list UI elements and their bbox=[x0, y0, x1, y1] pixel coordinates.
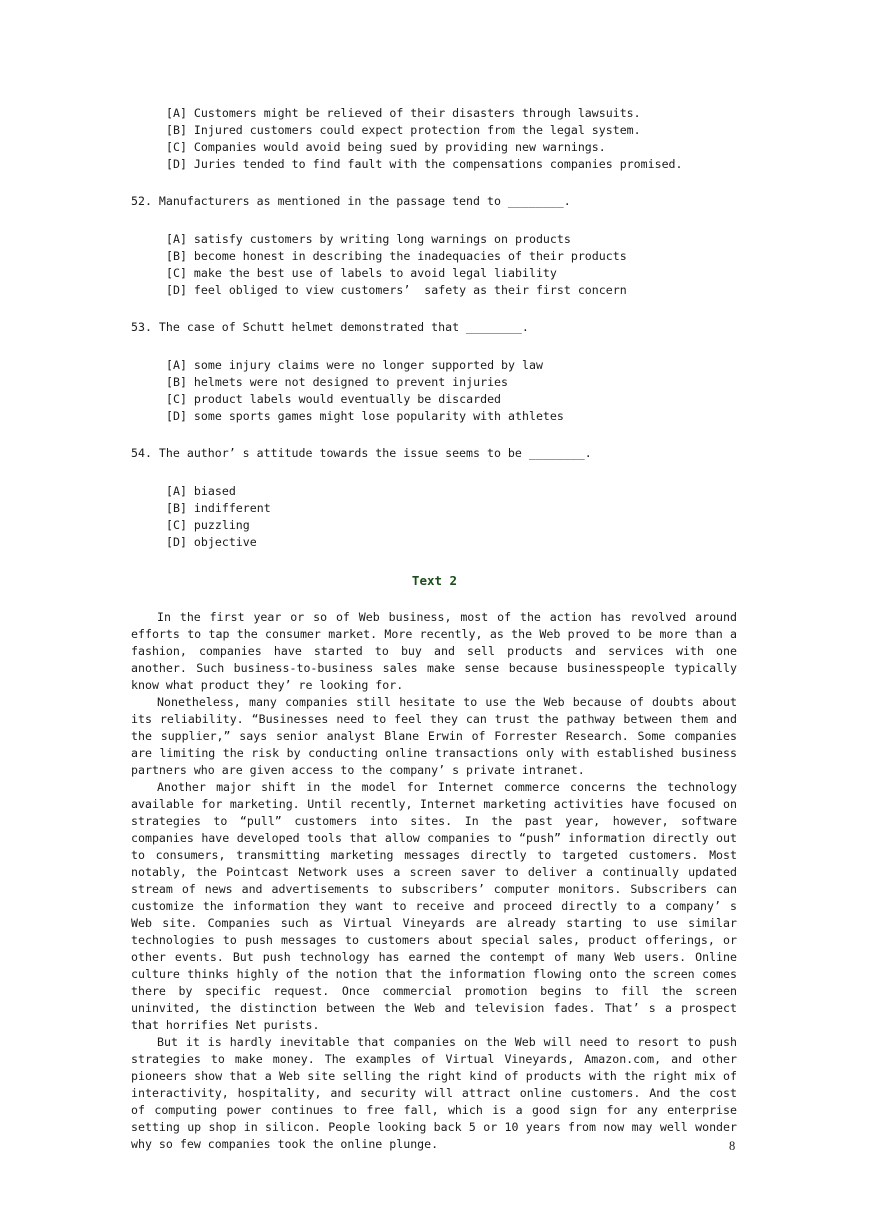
q54-stem: 54. The author’ s attitude towards the issue seems to be ________. bbox=[131, 446, 592, 460]
q52-option-a: [A] satisfy customers by writing long warnings on products bbox=[166, 232, 571, 246]
q54-option-d: [D] objective bbox=[166, 535, 257, 549]
q53-options bbox=[166, 357, 564, 425]
q53-stem: 53. The case of Schutt helmet demonstrated that ________. bbox=[131, 320, 529, 334]
q53-option-a: [A] some injury claims were no longer supported by law bbox=[166, 358, 543, 372]
q52-option-c: [C] make the best use of labels to avoid legal liability bbox=[166, 266, 557, 280]
q51-option-a: [A] Customers might be relieved of their disasters through lawsuits. bbox=[166, 106, 641, 120]
text2-heading: Text 2 bbox=[411, 573, 458, 588]
q53-option-c: [C] product labels would eventually be discarded bbox=[166, 392, 502, 406]
q52-options bbox=[166, 231, 627, 299]
q52-option-d: [D] feel obliged to view customers’ safety as their first concern bbox=[166, 283, 627, 297]
q52-stem: 52. Manufacturers as mentioned in the passage tend to ________. bbox=[131, 194, 571, 208]
passage-paragraph-4: But it is hardly inevitable that companies on the Web will need to resort to push strategies to make money. The examples of Virtual Vineyards, Amazon.com, and other pioneers show that a Web site selling the right kind of products with the right mix of interactivity, hospitality, and security will attract online customers. And the cost of computing power continues to free fall, which is a good sign for any enterprise setting up shop in silicon. People looking back 5 or 10 years from now may well wonder why so few companies took the online plunge. bbox=[131, 1035, 737, 1151]
q51-option-c: [C] Companies would avoid being sued by providing new warnings. bbox=[166, 140, 606, 154]
text2-passage bbox=[131, 609, 737, 1153]
page-number: 8 bbox=[729, 1139, 736, 1153]
passage-paragraph-1: In the first year or so of Web business, most of the action has revolved around efforts to tap the consumer market. More recently, as the Web proved to be more than a fashion, companies have started to buy and sell products and services with one another. Such business-to-business sales make sense because businesspeople typically know what product they’ re looking for. bbox=[131, 610, 737, 692]
q54-options bbox=[166, 483, 271, 551]
passage-paragraph-2: Nonetheless, many companies still hesitate to use the Web because of doubts about its reliability. “Businesses need to feel they can trust the pathway between them and the supplier,” says senior analyst Blane Erwin of Forrester Research. Some companies are limiting the risk by conducting online transactions only with established business partners who are given access to the company’ s private intranet. bbox=[131, 695, 737, 777]
q54-option-b: [B] indifferent bbox=[166, 501, 271, 515]
q54-option-a: [A] biased bbox=[166, 484, 236, 498]
q53-option-d: [D] some sports games might lose popularity with athletes bbox=[166, 409, 564, 423]
q52-option-b: [B] become honest in describing the inadequacies of their products bbox=[166, 249, 627, 263]
q53-option-b: [B] helmets were not designed to prevent injuries bbox=[166, 375, 509, 389]
q54-option-c: [C] puzzling bbox=[166, 518, 250, 532]
q51-options bbox=[166, 105, 683, 173]
q51-option-b: [B] Injured customers could expect protection from the legal system. bbox=[166, 123, 641, 137]
passage-paragraph-3: Another major shift in the model for Internet commerce concerns the technology available for marketing. Until recently, Internet marketing activities have focused on strategies to “pull” customers into sites. In the past year, however, software companies have developed tools that allow companies to “push” information directly out to consumers, transmitting marketing messages directly to targeted customers. Most notably, the Pointcast Network uses a screen saver to deliver a continually updated stream of news and advertisements to subscribers’ computer monitors. Subscribers can customize the information they want to receive and proceed directly to a company’ s Web site. Companies such as Virtual Vineyards are already starting to use similar technologies to push messages to customers about special sales, product offerings, or other events. But push technology has earned the contempt of many Web users. Online culture thinks highly of the notion that the information flowing onto the screen comes there by specific request. Once commercial promotion begins to fill the screen uninvited, the distinction between the Web and television fades. That’ s a prospect that horrifies Net purists. bbox=[131, 780, 737, 1032]
q51-option-d: [D] Juries tended to find fault with the compensations companies promised. bbox=[166, 157, 683, 171]
